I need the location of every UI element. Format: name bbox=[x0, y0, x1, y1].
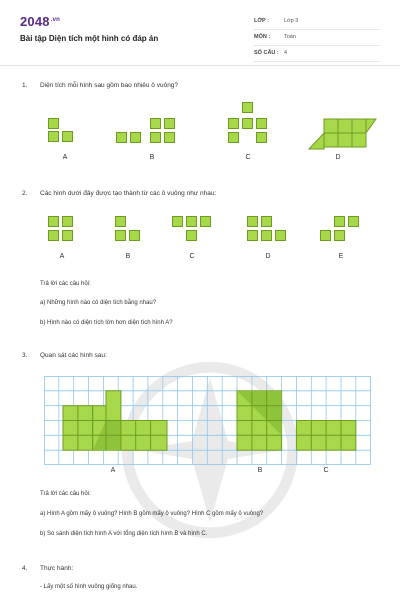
grid-square bbox=[48, 230, 59, 241]
q1-label-a: A bbox=[62, 154, 68, 161]
grid-square bbox=[172, 216, 183, 227]
q3-shape-a bbox=[63, 391, 167, 450]
q3-label-c: C bbox=[323, 467, 329, 474]
q1-label-c: C bbox=[245, 154, 251, 161]
question-3-text: Quan sát các hình sau: bbox=[40, 352, 107, 359]
q3-prompt: Trả lời các câu hỏi: bbox=[40, 491, 91, 497]
question-1-number: 1. bbox=[22, 82, 28, 89]
q2-label-d: D bbox=[265, 253, 271, 260]
grid-square bbox=[62, 131, 73, 142]
q2-label-a: A bbox=[59, 253, 65, 260]
q3-sub-a: a) Hình A gồm mấy ô vuông? Hình B gồm mấy ô vuông? Hình C gồm mấy ô vuông? bbox=[40, 511, 264, 517]
question-2-text: Các hình dưới đây được tạo thành từ các ô vuông như nhau: bbox=[40, 190, 217, 197]
grid-square bbox=[150, 132, 161, 143]
q2-sub-b: b) Hình nào có diện tích lớn hơn diện tích hình A? bbox=[40, 320, 173, 326]
q3-grid-figure bbox=[44, 376, 371, 465]
question-4-number: 4. bbox=[22, 565, 28, 572]
grid-square bbox=[247, 230, 258, 241]
grid-square bbox=[115, 230, 126, 241]
page-title: Bài tập Diện tích một hình có đáp án bbox=[20, 34, 159, 43]
meta-question-count bbox=[254, 46, 380, 62]
grid-square bbox=[256, 132, 267, 143]
grid-square bbox=[247, 216, 258, 227]
grid-square bbox=[261, 230, 272, 241]
q3-label-b: B bbox=[257, 467, 263, 474]
grid-square bbox=[48, 216, 59, 227]
q3-shape-c bbox=[296, 421, 355, 451]
q1-label-d: D bbox=[335, 154, 341, 161]
question-3-number: 3. bbox=[22, 352, 28, 359]
grid-square bbox=[164, 132, 175, 143]
grid-square bbox=[48, 131, 59, 142]
grid-square bbox=[130, 132, 141, 143]
grid-square bbox=[256, 118, 267, 129]
meta-value: 4 bbox=[284, 50, 288, 56]
grid-square bbox=[150, 118, 161, 129]
q2-prompt: Trả lời các câu hỏi: bbox=[40, 281, 91, 287]
site-logo[interactable] bbox=[20, 14, 60, 29]
logo-domain: .vn bbox=[50, 16, 61, 23]
question-1-text: Diện tích mỗi hình sau gồm bao nhiêu ô vuông? bbox=[40, 82, 179, 89]
q3-shape-b bbox=[237, 391, 282, 450]
q4-line-1: - Lấy một số hình vuông giống nhau. bbox=[40, 584, 138, 590]
q2-label-e: E bbox=[338, 253, 344, 260]
q2-label-c: C bbox=[189, 253, 195, 260]
grid-square bbox=[228, 132, 239, 143]
grid-square bbox=[334, 230, 345, 241]
meta-class bbox=[254, 14, 380, 30]
question-4-text: Thực hành: bbox=[40, 565, 74, 572]
grid-square bbox=[200, 216, 211, 227]
grid-square bbox=[242, 118, 253, 129]
q2-label-b: B bbox=[125, 253, 131, 260]
logo-text: 2048 bbox=[20, 14, 50, 29]
grid-square bbox=[334, 216, 345, 227]
meta-value: Lớp 3 bbox=[284, 18, 299, 24]
grid-square bbox=[62, 230, 73, 241]
q1-shape-d bbox=[308, 116, 378, 150]
meta-label: LỚP : bbox=[254, 18, 269, 24]
meta-label: MÔN : bbox=[254, 34, 271, 40]
grid-square bbox=[164, 118, 175, 129]
grid-square bbox=[62, 216, 73, 227]
q3-sub-b: b) So sánh diện tích hình A với tổng diện tích hình B và hình C. bbox=[40, 531, 208, 537]
q3-label-a: A bbox=[110, 467, 116, 474]
grid-square bbox=[186, 230, 197, 241]
page-header bbox=[0, 0, 400, 66]
grid-square bbox=[129, 230, 140, 241]
grid-square bbox=[242, 102, 253, 113]
grid-square bbox=[348, 216, 359, 227]
grid-square bbox=[261, 216, 272, 227]
meta-value: Toán bbox=[284, 34, 296, 40]
grid-square bbox=[186, 216, 197, 227]
grid-square bbox=[116, 132, 127, 143]
q1-label-b: B bbox=[149, 154, 155, 161]
meta-label: SỐ CÂU : bbox=[254, 50, 279, 56]
grid-square bbox=[48, 118, 59, 129]
grid-square bbox=[115, 216, 126, 227]
grid-square bbox=[275, 230, 286, 241]
meta-subject bbox=[254, 30, 380, 46]
grid-square bbox=[228, 118, 239, 129]
grid-square bbox=[320, 230, 331, 241]
q2-sub-a: a) Những hình nào có diện tích bằng nhau? bbox=[40, 300, 157, 306]
question-2-number: 2. bbox=[22, 190, 28, 197]
